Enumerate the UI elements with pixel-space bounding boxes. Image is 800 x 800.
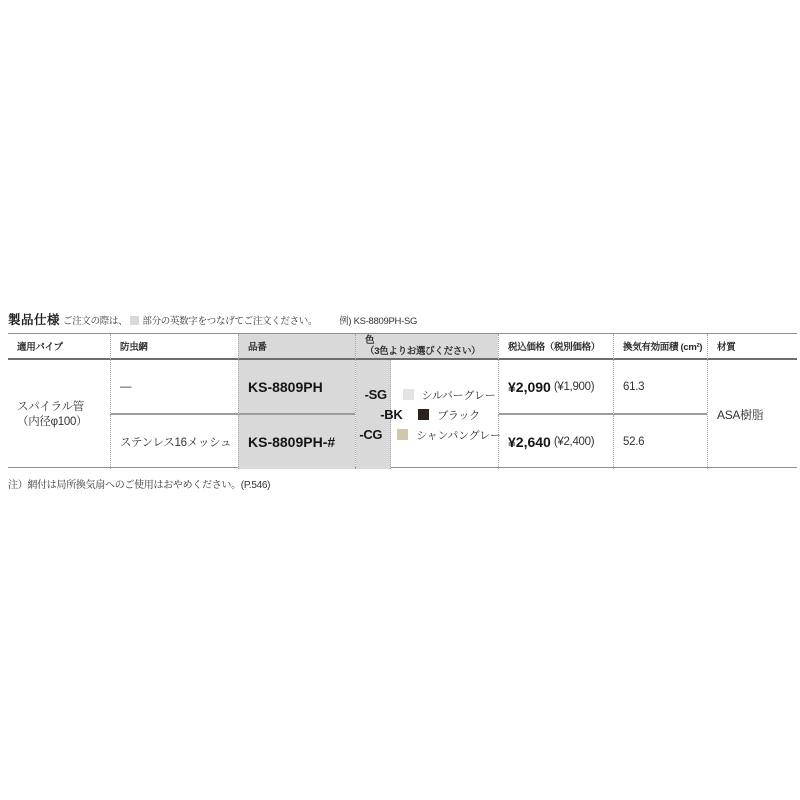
color-label-sg: シルバーグレー <box>421 389 496 402</box>
black-swatch-icon <box>418 409 429 420</box>
pipe-line1: スパイラル管 <box>17 400 84 413</box>
color-code-sg: -SG <box>364 387 387 402</box>
color-label-bk: ブラック <box>437 409 480 422</box>
cell-price-row2 <box>498 415 613 469</box>
cell-area-row2: 52.6 <box>613 415 707 469</box>
color-option-sg <box>359 385 496 405</box>
header-pipe: 適用パイプ <box>8 334 110 360</box>
color-option-bk <box>374 405 480 425</box>
header-area: 換気有効面積 (cm²) <box>613 334 707 360</box>
color-code-cg: -CG <box>359 427 383 442</box>
price-sub-row2: (¥2,400) <box>553 436 595 448</box>
header-color-line2: （3色よりお選びください） <box>365 346 481 357</box>
cell-pipe <box>8 360 110 469</box>
highlight-square-icon <box>130 316 139 325</box>
cell-material: ASA樹脂 <box>707 360 797 469</box>
champagne-gray-swatch-icon <box>397 429 408 440</box>
color-label-cg: シャンパングレー <box>416 429 501 442</box>
cell-area-row1: 61.3 <box>613 360 707 415</box>
header-material: 材質 <box>707 334 797 360</box>
header-model: 品番 <box>238 334 355 360</box>
header-price: 税込価格（税別価格） <box>498 334 613 360</box>
price-main-row2: ¥2,640 <box>508 434 551 450</box>
order-note-prefix: ご注文の際は、 <box>63 316 128 327</box>
color-code-bk: -BK <box>380 407 403 422</box>
order-note-example: 例) KS-8809PH-SG <box>339 316 418 327</box>
header-net: 防虫網 <box>110 334 238 360</box>
order-note <box>63 313 317 327</box>
price-sub-row1: (¥1,900) <box>553 380 595 393</box>
color-option-cg <box>353 425 500 445</box>
cell-net-row2: ステンレス16メッシュ <box>110 415 238 469</box>
cell-model-row2: KS-8809PH-# <box>238 415 355 469</box>
header-color <box>355 334 498 360</box>
cell-model-row1: KS-8809PH <box>238 360 355 415</box>
price-main-row1: ¥2,090 <box>508 378 551 395</box>
section-title: 製品仕様 <box>8 313 61 327</box>
header-color-line1: 色 <box>365 335 375 346</box>
order-note-suffix: 部分の英数字をつなげてご注文ください。 <box>142 316 318 327</box>
pipe-line2: （内径φ100） <box>17 415 88 428</box>
order-note-row <box>63 313 417 327</box>
cell-net-row1: ― <box>110 360 238 415</box>
cell-color-options <box>355 360 501 469</box>
cell-price-row1 <box>498 360 613 415</box>
spec-table <box>8 333 797 468</box>
silver-gray-swatch-icon <box>403 389 414 400</box>
footnote: 注）網付は局所換気扇へのご使用はおやめください。(P.546) <box>8 480 271 491</box>
